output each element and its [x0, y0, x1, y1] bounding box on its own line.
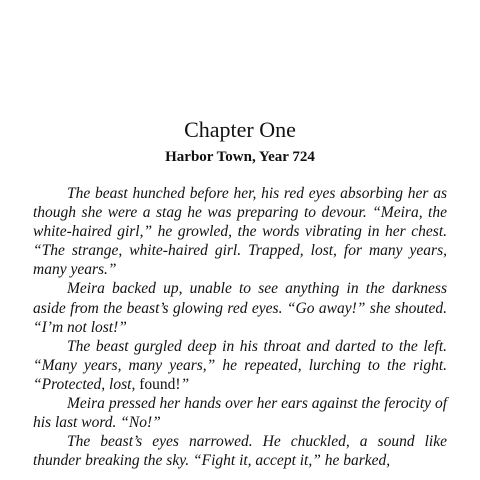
emphasized-word: found!	[139, 375, 181, 393]
paragraph: Meira pressed her hands over her ears against the ferocity of his last word. “No!”	[33, 395, 447, 432]
chapter-body	[33, 184, 447, 470]
paragraph: The beast’s eyes narrowed. He chuckled, a sound like thunder breaking the sky. “Fight it, accept it,” he barked,	[33, 433, 447, 470]
chapter-title: Chapter One	[184, 117, 296, 142]
paragraph: The beast hunched before her, his red eyes absorbing her as though she were a stag he was preparing to devour. “Meira, the white-haired girl,” he growled, the words vibrating in her chest. “The strange, white-haired girl. Trapped, lost, for many years, many years.”	[33, 185, 447, 279]
paragraph-text: The beast gurgled deep in his throat and darted to the left. “Many years, many years,” he repeated, lurching to the right. “Protected, lost,	[33, 337, 447, 393]
paragraph-text: ”	[180, 375, 190, 393]
paragraph: Meira backed up, unable to see anything in the darkness aside from the beast’s glowing red eyes. “Go away!” she shouted. “I’m not lost!”	[33, 280, 447, 336]
chapter-subtitle: Harbor Town, Year 724	[165, 149, 315, 165]
paragraph	[33, 337, 447, 394]
